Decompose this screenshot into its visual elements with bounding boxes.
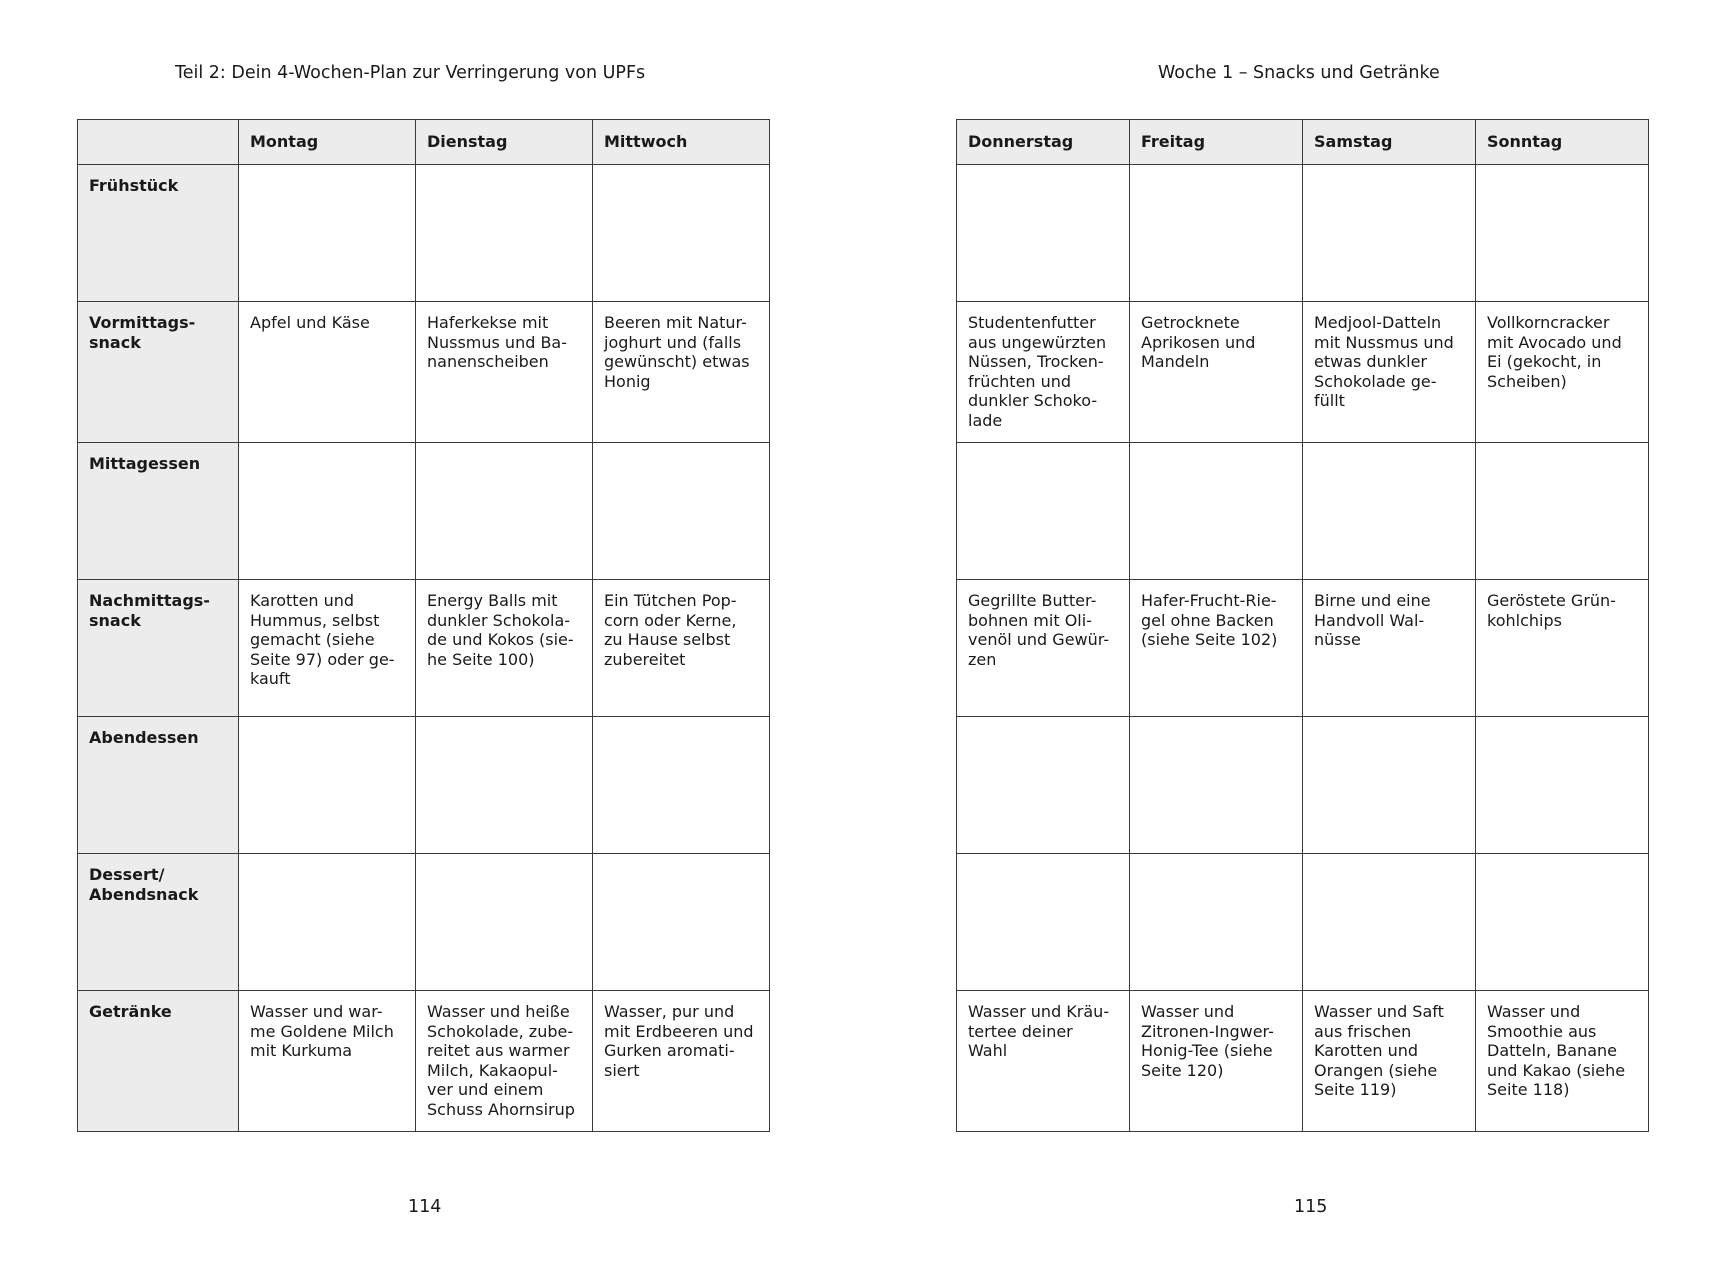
table-row (78, 302, 770, 443)
row-label-abendessen: Abendessen (78, 717, 239, 854)
row-label-mittagessen: Mittagessen (78, 443, 239, 580)
table-cell: Wasser und war- me Goldene Milch mit Kurkuma (239, 991, 416, 1132)
table-cell (239, 717, 416, 854)
table-cell: Wasser und Kräu- tertee deiner Wahl (957, 991, 1130, 1132)
table-row (957, 165, 1649, 302)
table-cell: Medjool-Datteln mit Nussmus und etwas dunkler Schokolade ge- füllt (1303, 302, 1476, 443)
row-label-fruehstueck: Frühstück (78, 165, 239, 302)
row-label-dessert: Dessert/ Abendsnack (78, 854, 239, 991)
table-cell (957, 443, 1130, 580)
table-cell (239, 443, 416, 580)
left-page (0, 0, 856, 1270)
column-header-freitag: Freitag (1130, 120, 1303, 165)
table-row (957, 854, 1649, 991)
table-cell: Studentenfutter aus ungewürzten Nüssen, Trocken- früchten und dunkler Schoko- lade (957, 302, 1130, 443)
table-cell (239, 165, 416, 302)
table-cell (1130, 717, 1303, 854)
table-row (78, 443, 770, 580)
table-row (957, 443, 1649, 580)
table-cell: Beeren mit Natur- joghurt und (falls gewünscht) etwas Honig (593, 302, 770, 443)
table-row (957, 302, 1649, 443)
table-cell (957, 854, 1130, 991)
table-cell (416, 443, 593, 580)
table-cell (957, 165, 1130, 302)
column-header-dienstag: Dienstag (416, 120, 593, 165)
table-cell (593, 717, 770, 854)
table-row (78, 165, 770, 302)
table-cell: Wasser und Smoothie aus Datteln, Banane und Kakao (siehe Seite 118) (1476, 991, 1649, 1132)
table-row (78, 991, 770, 1132)
column-header-samstag: Samstag (1303, 120, 1476, 165)
table-cell (1476, 854, 1649, 991)
table-cell: Wasser und Zitronen-Ingwer- Honig-Tee (siehe Seite 120) (1130, 991, 1303, 1132)
table-header-row (78, 120, 770, 165)
column-header-sonntag: Sonntag (1476, 120, 1649, 165)
table-cell: Birne und eine Handvoll Wal- nüsse (1303, 580, 1476, 717)
table-row (78, 717, 770, 854)
table-row (78, 854, 770, 991)
table-cell: Wasser und heiße Schokolade, zube- reitet aus warmer Milch, Kakaopul- ver und einem Schuss Ahornsirup (416, 991, 593, 1132)
table-cell (593, 443, 770, 580)
table-cell (1303, 165, 1476, 302)
table-cell (1303, 854, 1476, 991)
table-cell (1476, 165, 1649, 302)
table-cell: Getrocknete Aprikosen und Mandeln (1130, 302, 1303, 443)
table-cell: Karotten und Hummus, selbst gemacht (siehe Seite 97) oder ge- kauft (239, 580, 416, 717)
table-header-row (957, 120, 1649, 165)
table-cell (1303, 717, 1476, 854)
table-cell: Haferkekse mit Nussmus und Ba- nanenscheiben (416, 302, 593, 443)
table-cell: Hafer-Frucht-Rie- gel ohne Backen (siehe Seite 102) (1130, 580, 1303, 717)
table-cell (1476, 717, 1649, 854)
column-header-donnerstag: Donnerstag (957, 120, 1130, 165)
page-header: Teil 2: Dein 4-Wochen-Plan zur Verringerung von UPFs (175, 63, 646, 83)
table-cell (1130, 443, 1303, 580)
table-cell (957, 717, 1130, 854)
table-row (957, 717, 1649, 854)
table-cell (1303, 443, 1476, 580)
page-number: 114 (408, 1197, 442, 1217)
page-number: 115 (1294, 1197, 1328, 1217)
table-cell (593, 165, 770, 302)
table-row (957, 580, 1649, 717)
corner-cell (78, 120, 239, 165)
table-cell (416, 717, 593, 854)
table-cell: Energy Balls mit dunkler Schokola- de und Kokos (sie- he Seite 100) (416, 580, 593, 717)
row-label-getraenke: Getränke (78, 991, 239, 1132)
table-cell: Vollkorncracker mit Avocado und Ei (gekocht, in Scheiben) (1476, 302, 1649, 443)
table-cell (416, 854, 593, 991)
row-label-nachmittagssnack: Nachmittags- snack (78, 580, 239, 717)
column-header-mittwoch: Mittwoch (593, 120, 770, 165)
table-cell (593, 854, 770, 991)
table-cell (239, 854, 416, 991)
table-cell (1130, 165, 1303, 302)
table-cell: Geröstete Grün- kohlchips (1476, 580, 1649, 717)
table-row (957, 991, 1649, 1132)
column-header-montag: Montag (239, 120, 416, 165)
table-cell: Wasser und Saft aus frischen Karotten und Orangen (siehe Seite 119) (1303, 991, 1476, 1132)
table-cell (1476, 443, 1649, 580)
page-header: Woche 1 – Snacks und Getränke (1158, 63, 1440, 83)
meal-plan-table-right (956, 119, 1649, 1132)
row-label-vormittagssnack: Vormittags- snack (78, 302, 239, 443)
table-cell: Wasser, pur und mit Erdbeeren und Gurken aromati- siert (593, 991, 770, 1132)
table-row (78, 580, 770, 717)
table-cell: Apfel und Käse (239, 302, 416, 443)
right-page (857, 0, 1713, 1270)
table-cell (1130, 854, 1303, 991)
table-cell (416, 165, 593, 302)
meal-plan-table-left (77, 119, 770, 1132)
table-cell: Gegrillte Butter- bohnen mit Oli- venöl und Gewür- zen (957, 580, 1130, 717)
table-cell: Ein Tütchen Pop- corn oder Kerne, zu Hause selbst zubereitet (593, 580, 770, 717)
